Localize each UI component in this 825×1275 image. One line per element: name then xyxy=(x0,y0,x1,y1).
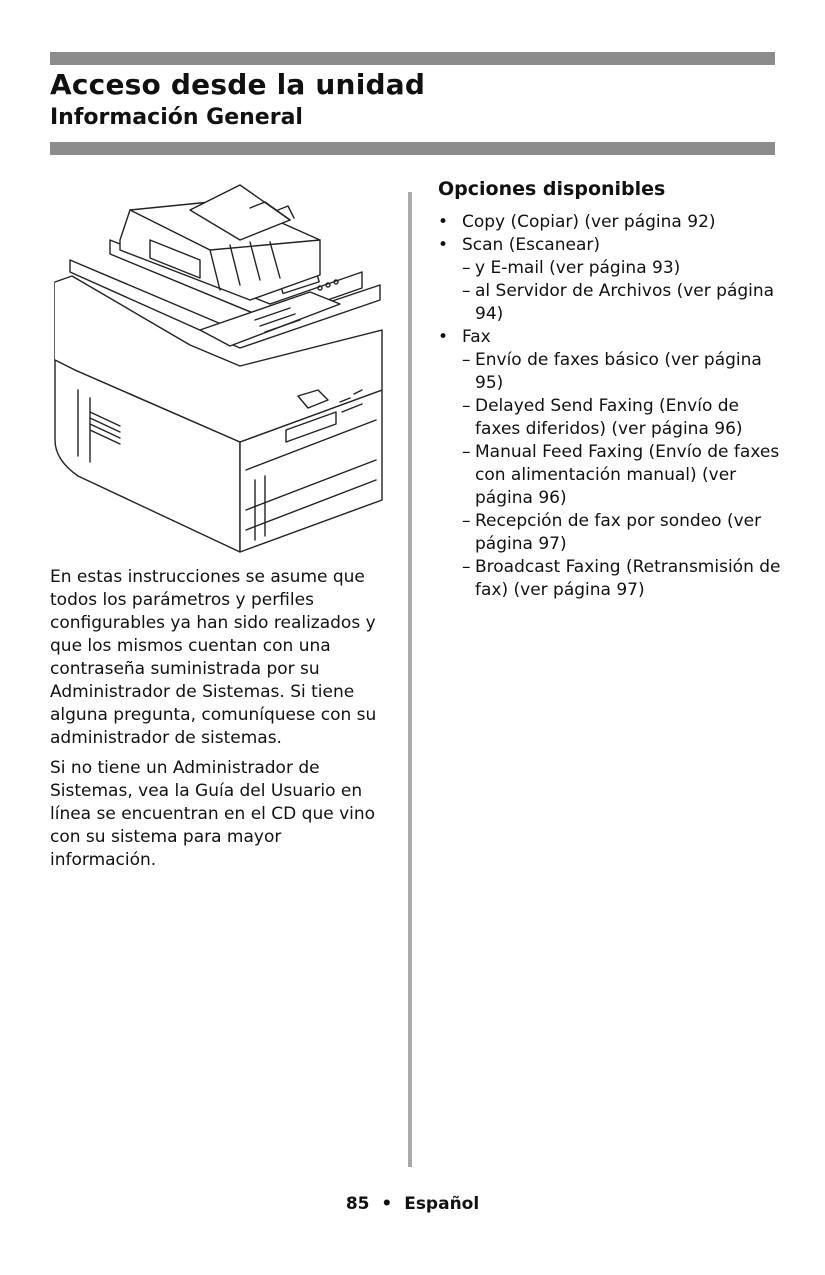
page-number: 85 xyxy=(345,1194,370,1214)
scan-sublist xyxy=(462,257,783,326)
page-title: Acceso desde la unidad xyxy=(50,68,426,101)
footer-separator: • xyxy=(381,1194,393,1214)
sublist-item: – Manual Feed Faxing (Envío de faxes con alimentación manual) (ver página 96) xyxy=(462,441,783,510)
column-divider xyxy=(408,192,412,1167)
list-item-label: Copy (Copiar) (ver página 92) xyxy=(462,212,716,232)
list-item-label: Scan (Escanear) xyxy=(462,235,601,255)
footer-language: Español xyxy=(404,1194,480,1214)
sublist-item: – al Servidor de Archivos (ver página 94) xyxy=(462,280,783,326)
help-paragraph: Si no tiene un Administrador de Sistemas, vea la Guía del Usuario en línea se encuentran en el CD que vino con su sistema para mayor información. xyxy=(50,758,376,870)
intro-paragraph: En estas instrucciones se asume que todos los parámetros y perfiles configurables ya han sido realizados y que los mismos cuentan con una contraseña suministrada por su Administrador de Sistemas. Si tiene alguna pregunta, comuníquese con su administrador de sistemas. xyxy=(50,567,377,748)
page-footer xyxy=(0,1194,825,1214)
header-rule-bottom xyxy=(50,142,775,155)
sublist-item: – y E-mail (ver página 93) xyxy=(462,257,783,280)
header-rule-top xyxy=(50,52,775,65)
sublist-item: – Recepción de fax por sondeo (ver página 97) xyxy=(462,510,783,556)
printer-illustration xyxy=(50,180,390,560)
list-item-fax xyxy=(438,326,783,602)
list-item-copy xyxy=(438,211,783,234)
options-heading: Opciones disponibles xyxy=(438,178,666,200)
sublist-item: – Envío de faxes básico (ver página 95) xyxy=(462,349,783,395)
fax-sublist xyxy=(462,349,783,602)
list-item-label: Fax xyxy=(462,327,491,347)
list-item-scan xyxy=(438,234,783,326)
page-subtitle: Información General xyxy=(50,105,303,130)
sublist-item: – Delayed Send Faxing (Envío de faxes diferidos) (ver página 96) xyxy=(462,395,783,441)
options-list xyxy=(438,211,783,602)
sublist-item: – Broadcast Faxing (Retransmisión de fax) (ver página 97) xyxy=(462,556,783,602)
